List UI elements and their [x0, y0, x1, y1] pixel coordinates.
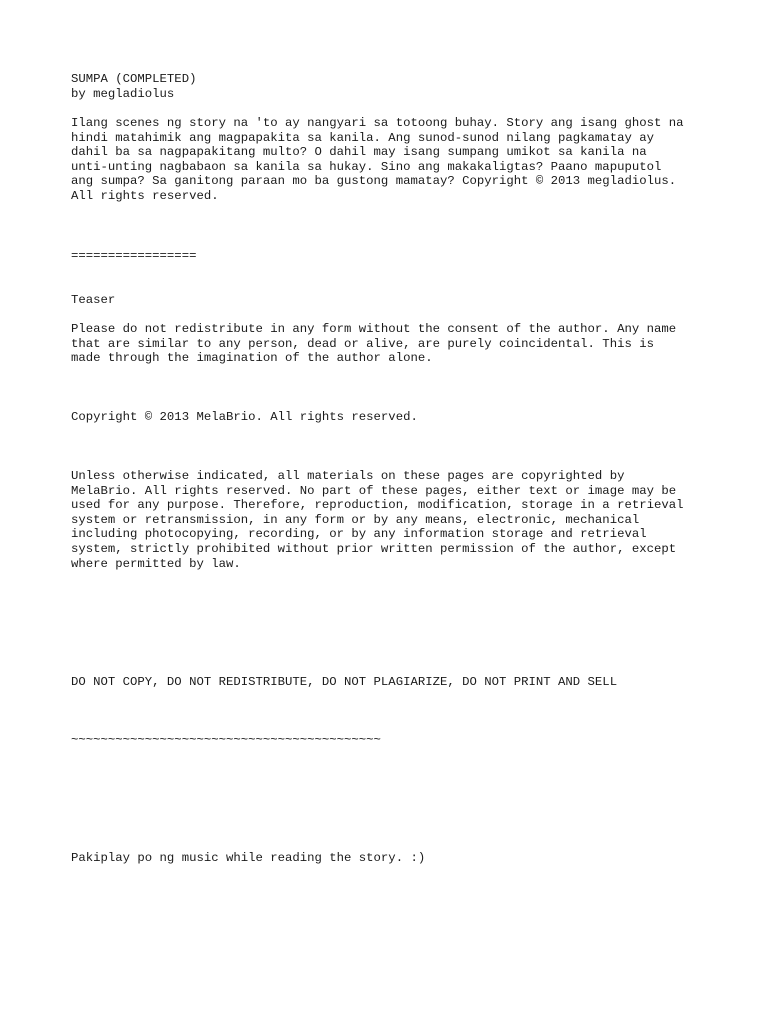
- tilde-divider: ~~~~~~~~~~~~~~~~~~~~~~~~~~~~~~~~~~~~~~~~~~: [71, 733, 381, 747]
- music-note: Pakiplay po ng music while reading the story. :): [71, 851, 426, 865]
- author-byline: by megladiolus: [71, 87, 175, 101]
- section-heading: Teaser: [71, 293, 116, 307]
- legal-notice-paragraph: Unless otherwise indicated, all materials on these pages are copyrighted by MelaBrio. All rights reserved. No part of these pages, either text or image may be used for any purpose. Therefore, reproduction, modification, storage in a retrieval system or retransmission, in any form or by any means, electronic, mechanical including photocopying, recording, or by any information storage and retrieval system, strictly prohibited without prior written permission of the author, except where permitted by law.: [71, 469, 684, 571]
- warning-line: DO NOT COPY, DO NOT REDISTRIBUTE, DO NOT PLAGIARIZE, DO NOT PRINT AND SELL: [71, 675, 618, 689]
- section-separator: =================: [71, 249, 197, 263]
- synopsis-paragraph: Ilang scenes ng story na 'to ay nangyari sa totoong buhay. Story ang isang ghost na hindi matahimik ang magpapakita sa kanila. Ang sunod-sunod nilang pagkamatay ay dahil ba sa nagpapakitang multo? O dahil may isang sumpang umikot sa kanila na unti-unting nagbabaon sa kanila sa hukay. Sino ang makakaligtas? Paano mapuputol ang sumpa? Sa ganitong paraan mo ba gustong mamatay? Copyright © 2013 megladiolus. All rights reserved.: [71, 116, 684, 203]
- copyright-line: Copyright © 2013 MelaBrio. All rights reserved.: [71, 410, 418, 424]
- disclaimer-paragraph: Please do not redistribute in any form without the consent of the author. Any name that are similar to any person, dead or alive, are purely coincidental. This is made through the imagination of the author alone.: [71, 322, 677, 366]
- story-title: SUMPA (COMPLETED): [71, 72, 197, 86]
